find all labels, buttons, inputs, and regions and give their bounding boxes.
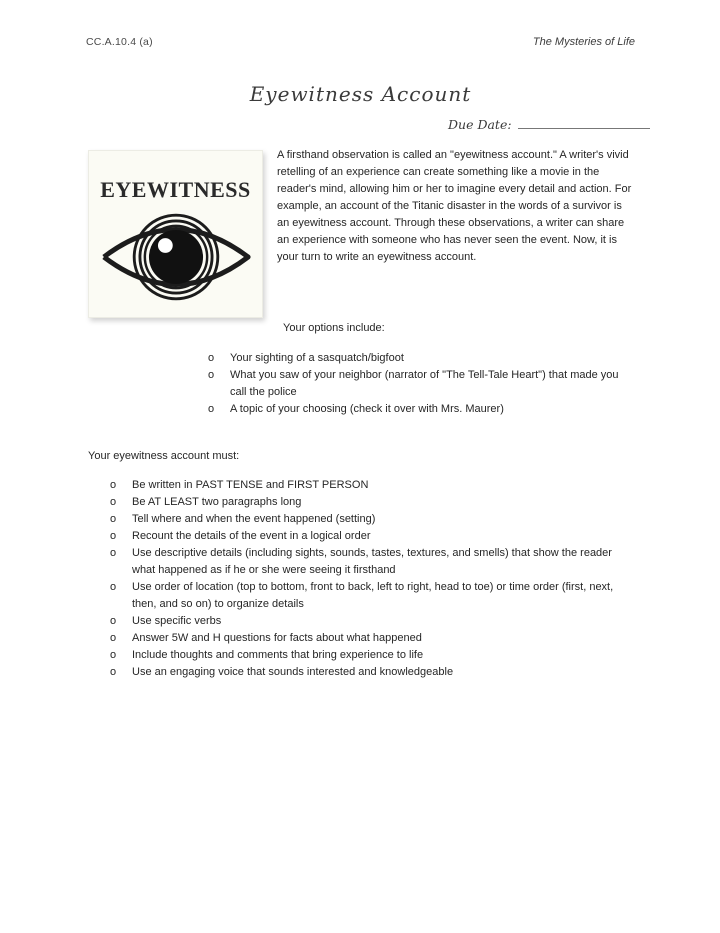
requirement-text: Answer 5W and H questions for facts about what happened (132, 632, 422, 644)
list-item (110, 528, 628, 545)
list-item (110, 664, 628, 681)
eye-icon (98, 207, 254, 312)
list-item (110, 477, 628, 494)
due-date-label: Due Date: (448, 117, 512, 132)
bullet-marker: o (110, 666, 117, 678)
bullet-marker: o (110, 496, 117, 508)
bullet-marker: o (208, 403, 215, 415)
requirement-text: Use an engaging voice that sounds interested and knowledgeable (132, 666, 454, 678)
requirement-text: Be AT LEAST two paragraphs long (132, 496, 302, 508)
intro-paragraph: A firsthand observation is called an "eyewitness account." A writer's vivid retelling of an experience can create something like a movie in the reader's mind, allowing him or her to imagine every detail and action. For example, an account of the Titanic disaster in the words of a survivor is an eyewitness account. Through these observations, a writer can share an experience with someone who has never seen the event. Now, it is your turn to write an eyewitness account. (277, 149, 632, 263)
bullet-marker: o (110, 632, 117, 644)
bullet-marker: o (208, 369, 215, 381)
requirement-text: Include thoughts and comments that bring experience to life (132, 649, 424, 661)
bullet-marker: o (110, 530, 117, 542)
list-item (110, 579, 628, 613)
unit-title: The Mysteries of Life (532, 36, 635, 48)
bullet-marker: o (110, 615, 117, 627)
eyewitness-logo (88, 150, 263, 318)
options-heading: Your options include: (283, 322, 385, 334)
bullet-marker: o (110, 547, 117, 559)
list-item (110, 511, 628, 528)
options-section (208, 320, 640, 418)
list-item (208, 367, 640, 401)
list-item (110, 494, 628, 511)
list-item (110, 647, 628, 664)
requirement-text: Use order of location (top to bottom, front to back, left to right, head to toe) or time order (first, next, then, and so on) to organize details (132, 581, 614, 610)
requirement-text: Use specific verbs (132, 615, 222, 627)
due-date-row (448, 117, 650, 132)
requirements-section (88, 448, 628, 681)
option-text: What you saw of your neighbor (narrator of "The Tell-Tale Heart") that made you call the police (230, 369, 619, 398)
bullet-marker: o (208, 352, 215, 364)
bullet-marker: o (110, 513, 117, 525)
list-item (208, 350, 640, 367)
due-date-blank-line (518, 117, 650, 129)
logo-text: EYEWITNESS (100, 177, 251, 202)
requirements-list (110, 477, 628, 681)
list-item (110, 613, 628, 630)
bullet-marker: o (110, 649, 117, 661)
list-item (110, 545, 628, 579)
bullet-marker: o (110, 581, 117, 593)
list-item (110, 630, 628, 647)
requirement-text: Tell where and when the event happened (setting) (132, 513, 376, 525)
requirements-heading: Your eyewitness account must: (88, 450, 240, 462)
page-title: Eyewitness Account (249, 82, 472, 106)
requirement-text: Use descriptive details (including sights, sounds, tastes, textures, and smells) that show the reader what happened as if he or she were seeing it firsthand (132, 547, 612, 576)
option-text: A topic of your choosing (check it over with Mrs. Maurer) (230, 403, 504, 415)
document-header (86, 36, 635, 48)
option-text: Your sighting of a sasquatch/bigfoot (230, 352, 404, 364)
requirement-text: Be written in PAST TENSE and FIRST PERSON (132, 479, 369, 491)
options-list (208, 350, 640, 418)
requirement-text: Recount the details of the event in a logical order (132, 530, 371, 542)
list-item (208, 401, 640, 418)
bullet-marker: o (110, 479, 117, 491)
standard-code: CC.A.10.4 (a) (86, 36, 153, 48)
